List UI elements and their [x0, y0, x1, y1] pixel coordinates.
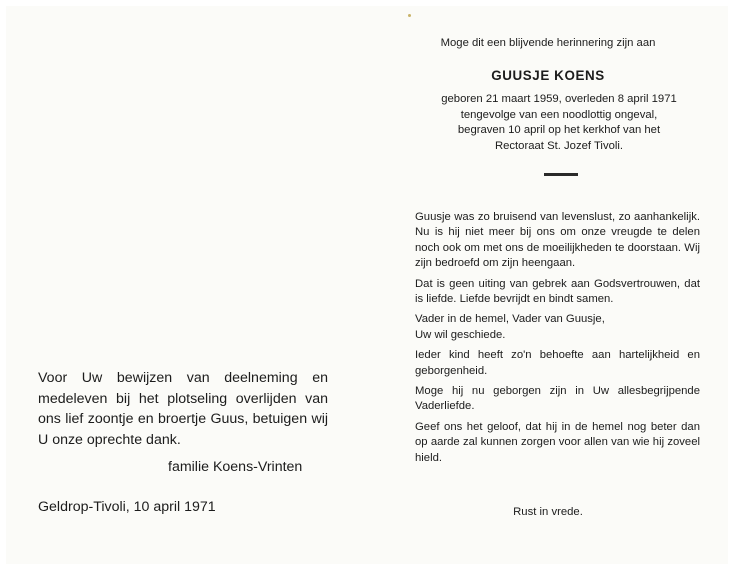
divider-rule: [544, 173, 578, 176]
memorial-card: [6, 6, 728, 564]
paragraph: Dat is geen uiting van gebrek aan Godsvertrouwen, dat is liefde. Liefde bevrijdt en bindt samen.: [415, 277, 700, 306]
paragraph: Ieder kind heeft zo'n behoefte aan hartelijkheid en geborgenheid.: [415, 349, 700, 377]
paragraph: Geef ons het geloof, dat hij in de hemel nog beter dan op aarde zal kunnen zorgen voor allen van wie hij zoveel hield.: [415, 420, 700, 464]
family-signature: familie Koens-Vrinten: [168, 459, 303, 475]
prayer-line: Uw wil geschiede.: [415, 328, 506, 341]
prayer-line: Vader in de hemel, Vader van Guusje,: [415, 313, 605, 326]
deceased-name: GUUSJE KOENS: [491, 68, 605, 83]
left-panel: [6, 6, 368, 564]
place-date: Geldrop-Tivoli, 10 april 1971: [38, 499, 216, 515]
right-panel: [368, 6, 728, 564]
details-line: Rectoraat St. Jozef Tivoli.: [494, 139, 624, 152]
paragraph: Guusje was zo bruisend van levenslust, zo aanhankelijk. Nu is hij niet meer bij ons om onze vreugde te delen noch ook om met ons de moeilijkheden te doorstaan. Wij zijn bedroefd om zijn heengaan.: [415, 211, 700, 270]
details-line: geboren 21 maart 1959, overleden 8 april 1971: [441, 93, 677, 105]
closing-line: Rust in vrede.: [513, 506, 583, 518]
life-details: [418, 92, 700, 154]
intro-line: Moge dit een blijvende herinnering zijn aan: [440, 37, 656, 49]
paragraph: Moge hij nu geborgen zijn in Uw allesbegrijpende Vaderliefde.: [415, 385, 700, 413]
prayer: [415, 312, 700, 343]
thanks-text: Voor Uw bewijzen van deelneming en medeleven bij het plotseling overlijden van ons lief zoontje en broertje Guus, betuigen wij U onze oprechte dank.: [38, 370, 328, 448]
memorial-text: [415, 210, 700, 471]
details-line: begraven 10 april op het kerkhof van het: [457, 124, 661, 137]
details-line: tengevolge van een noodlottig ongeval,: [460, 108, 658, 121]
